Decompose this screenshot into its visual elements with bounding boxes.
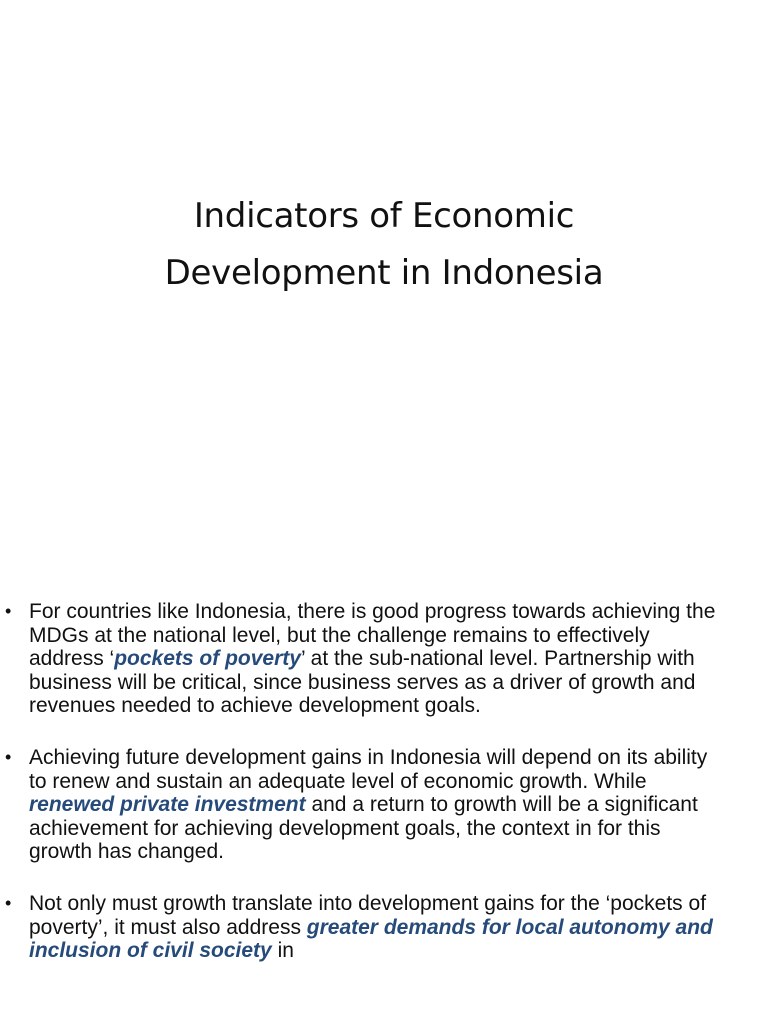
bullet-1-text-before: For countries like Indonesia, there is good progress towards achieving the MDGs at the national level, but the challenge remains to effectively address ‘: [29, 600, 716, 671]
title-line-2: Development in Indonesia: [164, 253, 604, 293]
bullet-2-text-before: Achieving future development gains in Indonesia will depend on its ability to renew and sustain an adequate level of economic growth. While: [29, 745, 708, 793]
bullet-1-text-after: ’ at the sub-national level. Partnership with business will be critical, since business serves as a driver of growth and revenues needed to achieve development goals.: [29, 647, 696, 718]
bullet-item-3: [0, 892, 719, 963]
bullet-3-text-after: in: [271, 939, 294, 963]
bullet-2-highlight: renewed private investment: [29, 793, 306, 817]
bullet-3-text-before: Not only must growth translate into development gains for the ‘pockets of poverty’, it must also address: [29, 891, 707, 939]
title-line-1: Indicators of Economic: [193, 196, 575, 236]
slide-title: [40, 188, 728, 302]
bullet-3-highlight: greater demands for local autonomy and inclusion of civil society: [29, 915, 713, 963]
bullet-2-text-after: and a return to growth will be a significant achievement for achieving development goals, the context in for this growth has changed.: [29, 793, 698, 864]
bullet-icon: •: [5, 892, 12, 913]
bullet-1-highlight: pockets of poverty: [114, 647, 301, 671]
bullet-item-2: [0, 746, 719, 864]
bullet-list: [0, 600, 768, 963]
bullet-icon: •: [5, 601, 12, 621]
content-slide: [0, 600, 768, 1024]
bullet-item-1: [0, 600, 719, 718]
bullet-icon: •: [5, 746, 12, 767]
